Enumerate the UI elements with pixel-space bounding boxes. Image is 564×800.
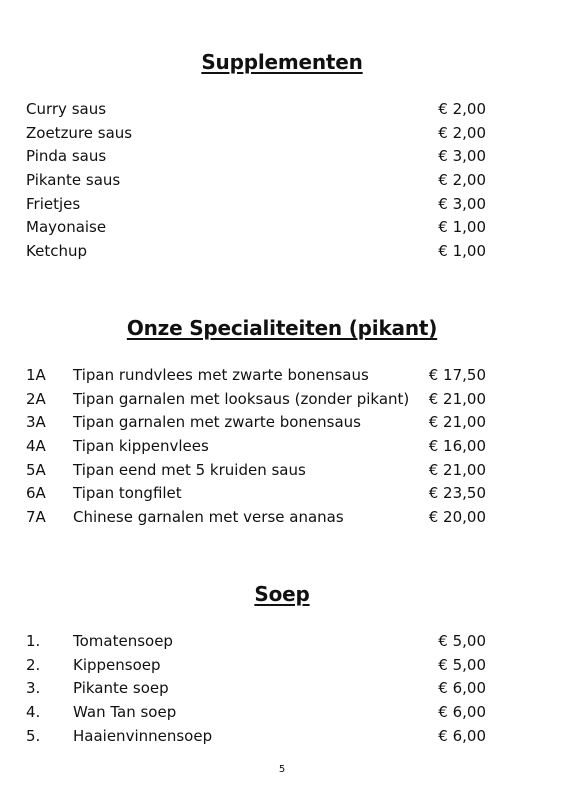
- item-price: € 2,00: [438, 100, 486, 118]
- item-code: 3A: [26, 413, 46, 432]
- item-code: 2.: [26, 655, 41, 674]
- list-item: [26, 630, 486, 654]
- item-name: Tipan garnalen met looksaus (zonder pikant): [73, 389, 410, 408]
- item-name: Pikante soep: [73, 679, 169, 698]
- list-item: [26, 98, 486, 122]
- item-name: Frietjes: [26, 194, 81, 213]
- list-item: [26, 435, 486, 459]
- list-item: [26, 506, 486, 530]
- soep-title: Soep: [254, 582, 310, 606]
- list-item: [26, 388, 486, 412]
- item-name: Kippensoep: [73, 655, 161, 674]
- item-code: 4A: [26, 437, 46, 456]
- item-price: € 1,00: [438, 218, 486, 237]
- item-name: Mayonaise: [26, 218, 107, 237]
- item-price: € 3,00: [438, 147, 486, 166]
- item-price: € 5,00: [438, 655, 486, 674]
- item-price: € 23,50: [428, 484, 486, 503]
- item-code: 7A: [26, 508, 46, 527]
- item-code: 3.: [26, 679, 41, 698]
- item-code: 6A: [26, 484, 46, 503]
- item-price: € 2,00: [438, 171, 486, 190]
- item-price: € 6,00: [438, 679, 486, 698]
- specialiteiten-title: Onze Specialiteiten (pikant): [126, 316, 438, 340]
- item-code: 5A: [26, 460, 46, 479]
- list-item: [26, 216, 486, 240]
- item-price: € 1,00: [438, 242, 486, 261]
- item-code: 1A: [26, 366, 46, 384]
- item-name: Tipan tongfilet: [73, 484, 182, 503]
- item-name: Tipan garnalen met zwarte bonensaus: [73, 413, 361, 432]
- list-item: [26, 364, 486, 388]
- item-name: Pikante saus: [26, 171, 121, 190]
- item-code: 2A: [26, 389, 46, 408]
- list-item: [26, 725, 486, 749]
- list-item: [26, 169, 486, 193]
- item-name: Chinese garnalen met verse ananas: [73, 508, 344, 527]
- item-price: € 17,50: [428, 366, 486, 384]
- item-price: € 5,00: [438, 632, 486, 650]
- specialiteiten-list: [26, 364, 486, 530]
- item-code: 4.: [26, 703, 41, 722]
- item-price: € 6,00: [438, 726, 486, 745]
- supplementen-title: Supplementen: [201, 50, 363, 74]
- item-name: Tipan rundvlees met zwarte bonensaus: [73, 366, 369, 384]
- item-price: € 6,00: [438, 703, 486, 722]
- supplementen-list: [26, 98, 486, 264]
- item-price: € 3,00: [438, 194, 486, 213]
- item-price: € 20,00: [428, 508, 486, 527]
- item-name: Wan Tan soep: [73, 703, 177, 722]
- list-item: [26, 193, 486, 217]
- item-price: € 21,00: [428, 389, 486, 408]
- list-item: [26, 122, 486, 146]
- item-name: Ketchup: [26, 242, 87, 261]
- item-name: Haaienvinnensoep: [73, 726, 213, 745]
- item-code: 5.: [26, 726, 41, 745]
- list-item: [26, 411, 486, 435]
- list-item: [26, 654, 486, 678]
- item-name: Tipan kippenvlees: [73, 437, 209, 456]
- item-price: € 21,00: [428, 413, 486, 432]
- list-item: [26, 240, 486, 264]
- item-price: € 16,00: [428, 437, 486, 456]
- item-name: Zoetzure saus: [26, 123, 133, 142]
- soep-list: [26, 630, 486, 748]
- list-item: [26, 482, 486, 506]
- item-price: € 21,00: [428, 460, 486, 479]
- item-name: Tomatensoep: [73, 632, 173, 650]
- item-name: Curry saus: [26, 100, 107, 118]
- item-name: Tipan eend met 5 kruiden saus: [73, 460, 306, 479]
- item-price: € 2,00: [438, 123, 486, 142]
- list-item: [26, 459, 486, 483]
- list-item: [26, 677, 486, 701]
- item-code: 1.: [26, 632, 41, 650]
- list-item: [26, 701, 486, 725]
- page-number: 5: [278, 764, 286, 775]
- list-item: [26, 145, 486, 169]
- item-name: Pinda saus: [26, 147, 107, 166]
